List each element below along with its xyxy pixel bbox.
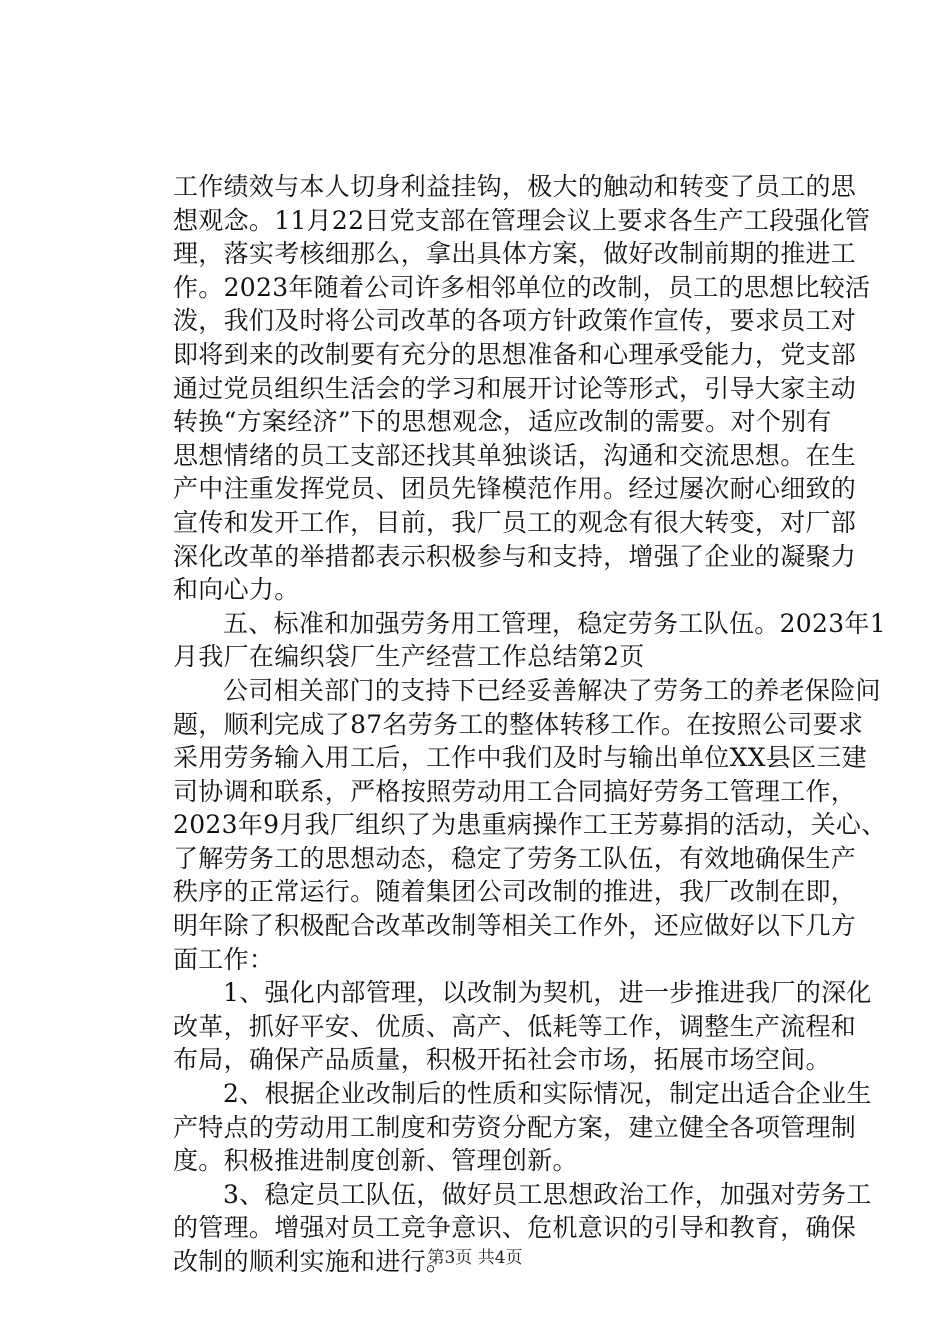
text-line: 理，落实考核细那么，拿出具体方案，做好改制前期的推进工 — [173, 239, 857, 269]
text-line: 五、标准和加强劳务用工管理，稳定劳务工队伍。2023年1 — [223, 608, 886, 638]
text-line: 工作绩效与本人切身利益挂钩，极大的触动和转变了员工的思 — [173, 172, 857, 201]
document-body — [173, 170, 887, 1279]
text-line: 1、强化内部管理，以改制为契机，进一步推进我厂的深化 — [223, 978, 872, 1008]
text-line: 2、根据企业改制后的性质和实际情况，制定出适合企业生 — [223, 1079, 872, 1109]
text-line: 产特点的劳动用工制度和劳资分配方案，建立健全各项管理制 — [173, 1112, 857, 1142]
text-line: 布局，确保产品质量，积极开拓社会市场，拓展市场空间。 — [173, 1045, 831, 1075]
text-line: 深化改革的举措都表示积极参与和支持，增强了企业的凝聚力 — [173, 541, 857, 571]
text-line: 了解劳务工的思想动态，稳定了劳务工队伍，有效地确保生产 — [173, 843, 857, 873]
text-line: 泼，我们及时将公司改革的各项方针政策作宣传，要求员工对 — [173, 306, 857, 336]
text-line: 改制的顺利实施和进行。 — [173, 1247, 452, 1276]
text-line: 和向心力。 — [173, 575, 300, 605]
text-line: 公司相关部门的支持下已经妥善解决了劳务工的养老保险问 — [223, 675, 881, 705]
text-line: 明年除了积极配合改革改制等相关工作外，还应做好以下几方 — [173, 911, 857, 941]
page-footer: 第3页 共4页 — [427, 1248, 523, 1268]
text-line: 题，顺利完成了87名劳务工的整体转移工作。在按照公司要求 — [173, 709, 864, 739]
text-line: 月我厂在编织袋厂生产经营工作总结第2页 — [173, 642, 645, 672]
text-line: 产中注重发挥党员、团员先锋模范作用。经过屡次耐心细致的 — [173, 474, 857, 504]
text-line: 的管理。增强对员工竞争意识、危机意识的引导和教育，确保 — [173, 1213, 857, 1243]
text-line: 改革，抓好平安、优质、高产、低耗等工作，调整生产流程和 — [173, 1011, 857, 1041]
text-line: 想观念。11月22日党支部在管理会议上要求各生产工段强化管 — [173, 205, 871, 235]
text-line: 采用劳务输入用工后，工作中我们及时与输出单位XX县区三建 — [173, 743, 867, 773]
text-line: 即将到来的改制要有充分的思想准备和心理承受能力，党支部 — [173, 339, 857, 369]
text-line: 司协调和联系，严格按照劳动用工合同搞好劳务工管理工作， — [173, 776, 857, 806]
text-line: 思想情绪的员工支部还找其单独谈话，沟通和交流思想。在生 — [173, 440, 857, 470]
text-line: 度。积极推进制度创新、管理创新。 — [173, 1146, 578, 1176]
text-line: 秩序的正常运行。随着集团公司改制的推进，我厂改制在即， — [173, 877, 857, 907]
text-line: 3、稳定员工队伍，做好员工思想政治工作，加强对劳务工 — [223, 1179, 872, 1209]
text-line: 2023年9月我厂组织了为患重病操作工王芳募捐的活动，关心、 — [173, 810, 887, 840]
text-line: 宣传和发开工作，目前，我厂员工的观念有很大转变，对厂部 — [173, 507, 857, 537]
text-line: 作。2023年随着公司许多相邻单位的改制，员工的思想比较活 — [173, 272, 871, 302]
text-line: 通过党员组织生活会的学习和展开讨论等形式，引导大家主动 — [173, 373, 857, 403]
text-line: 转换“方案经济”下的思想观念，适应改制的需要。对个别有 — [173, 407, 832, 437]
text-line: 面工作： — [173, 944, 275, 974]
